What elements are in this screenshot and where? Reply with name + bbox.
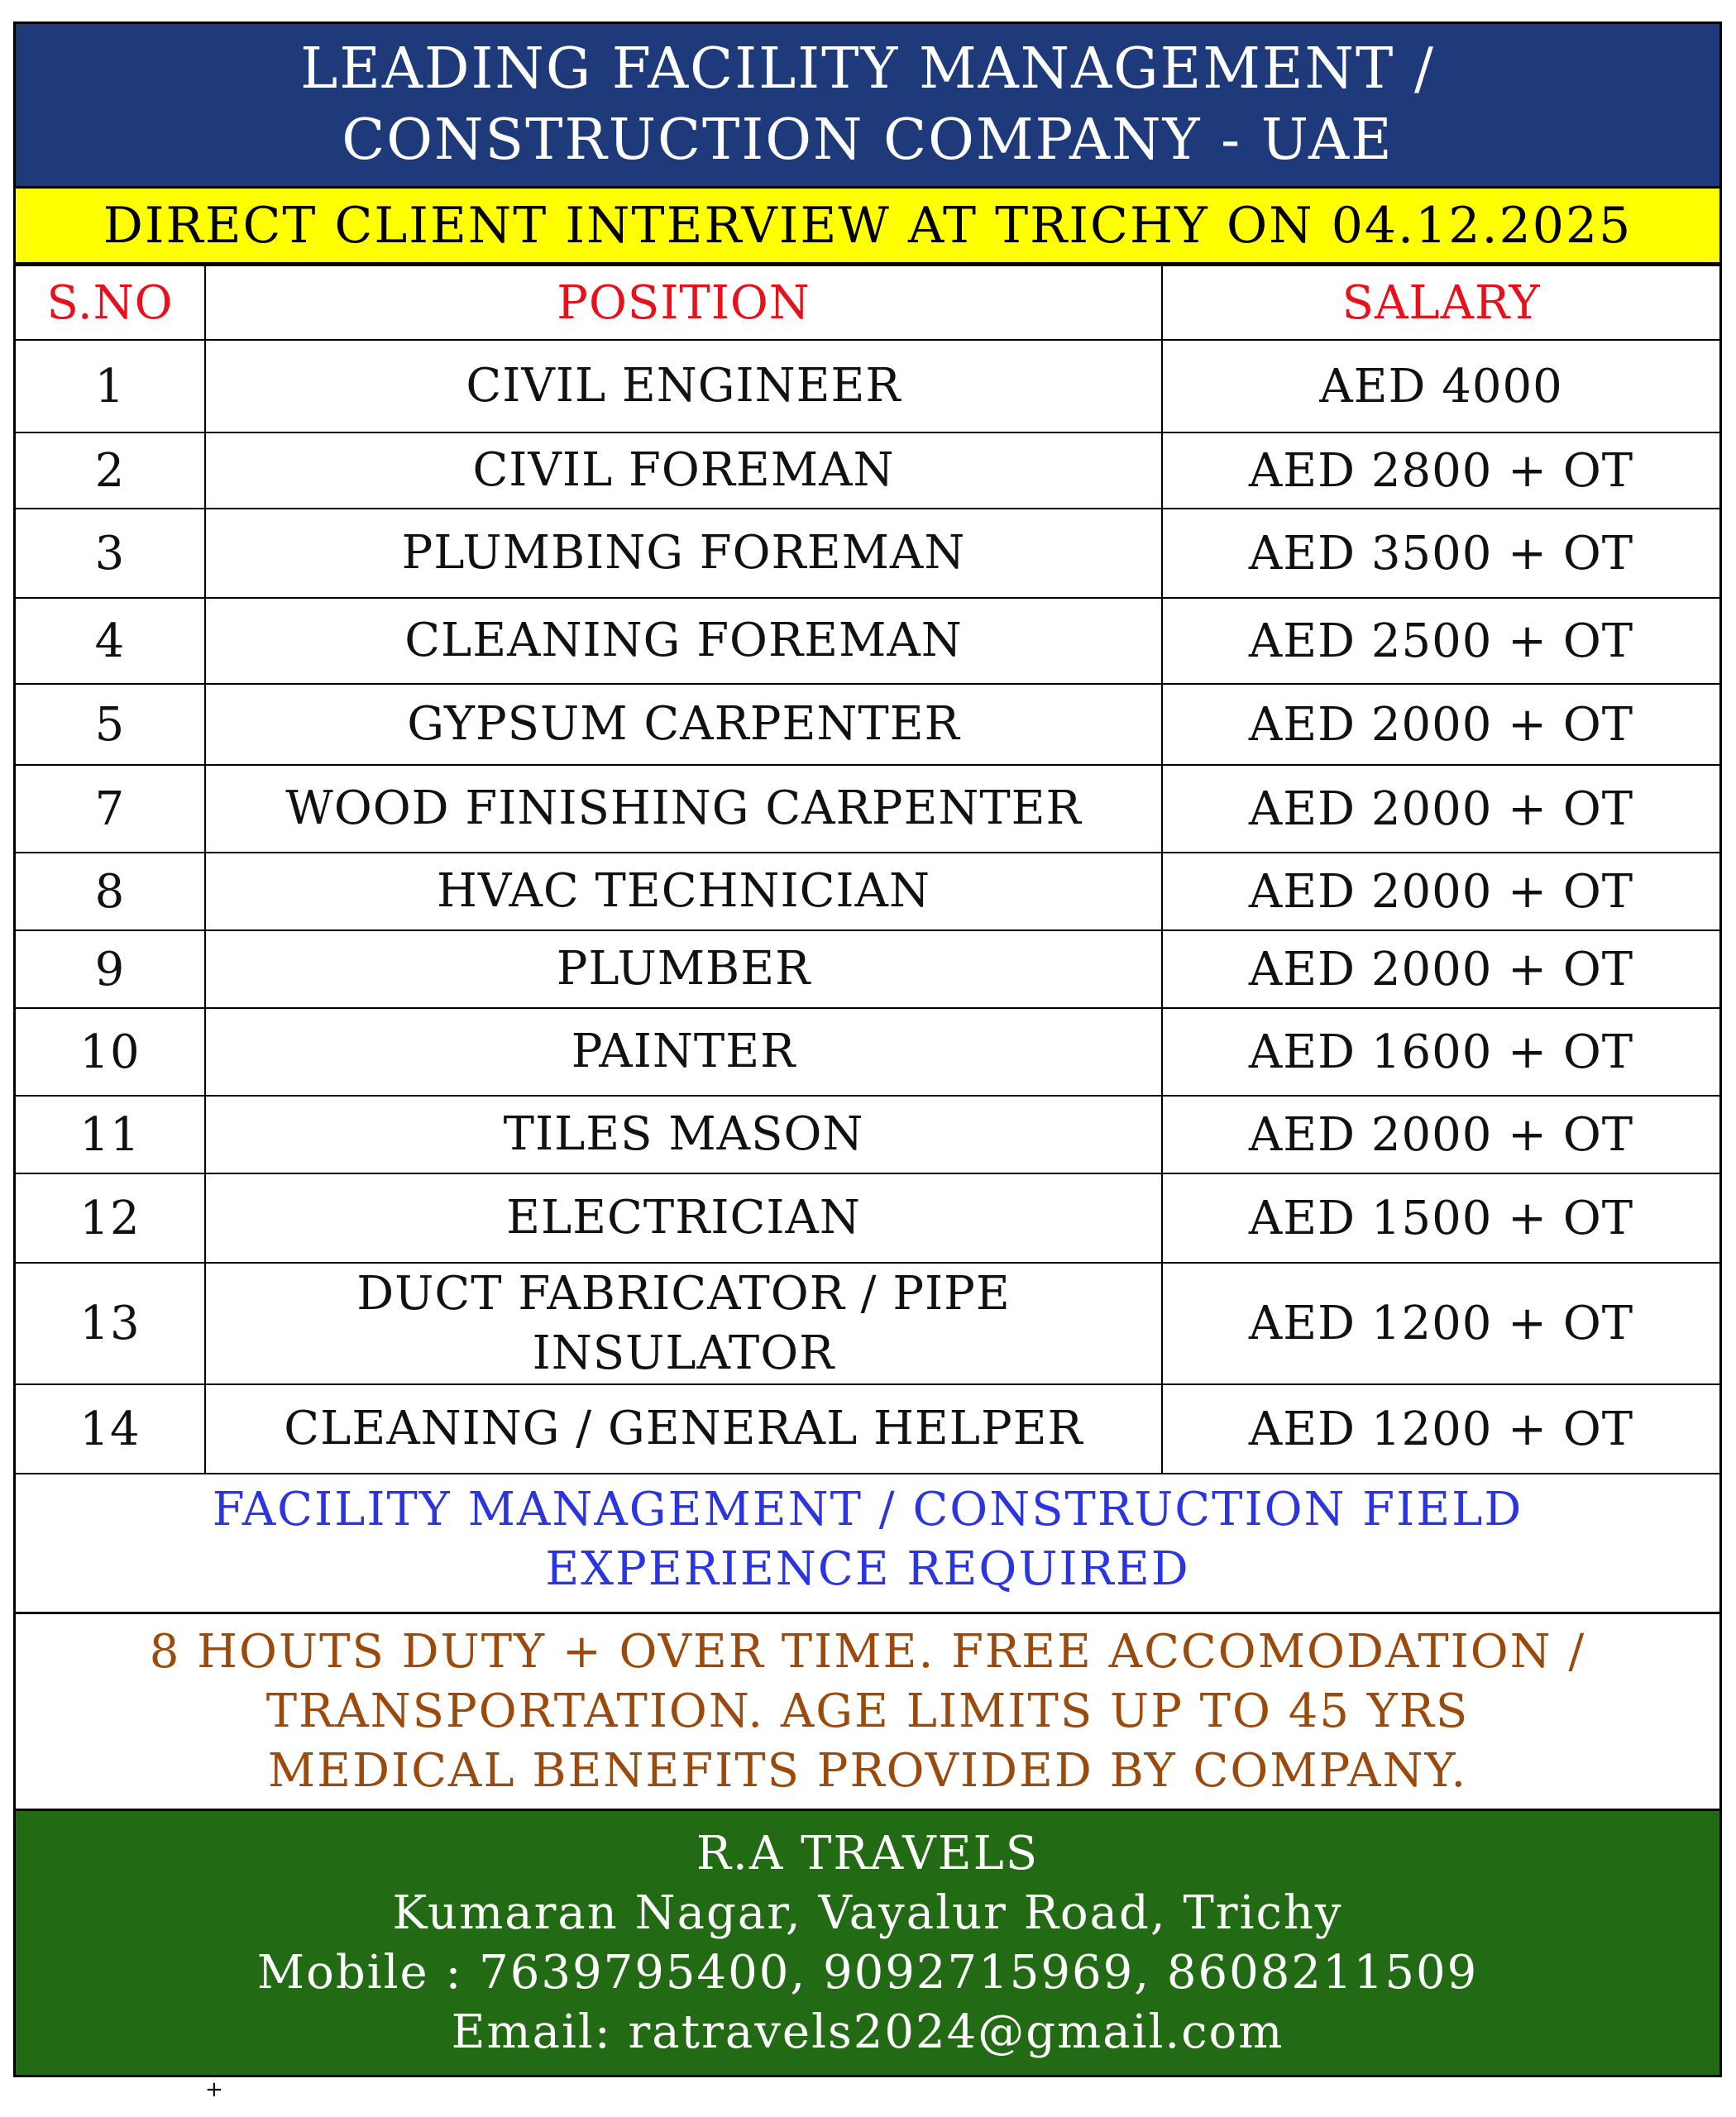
row-position-line: ELECTRICIAN [506, 1191, 861, 1245]
row-position-line: WOOD FINISHING CARPENTER [285, 781, 1082, 835]
agency-mobile: Mobile : 7639795400, 9092715969, 8608211509 [256, 1945, 1479, 2000]
row-salary: AED 2000 + OT [1162, 930, 1719, 1008]
row-sno: 14 [16, 1384, 205, 1474]
row-position-line: PLUMBING FOREMAN [401, 526, 966, 580]
experience-requirement [16, 1468, 1719, 1614]
agency-address: Kumaran Nagar, Vayalur Road, Trichy [392, 1885, 1343, 1940]
row-position-line: CIVIL FOREMAN [472, 443, 895, 497]
row-sno: 3 [16, 509, 205, 598]
row-position-line: PAINTER [571, 1025, 796, 1078]
table-row [16, 684, 1719, 765]
row-salary: AED 1600 + OT [1162, 1008, 1719, 1096]
row-position-line: CLEANING FOREMAN [404, 614, 963, 667]
benefits-line-3: MEDICAL BENEFITS PROVIDED BY COMPANY. [267, 1743, 1468, 1798]
benefits-line-1: 8 HOUTS DUTY + OVER TIME. FREE ACCOMODATION / [149, 1624, 1586, 1679]
row-position-line: INSULATOR [532, 1326, 835, 1380]
row-position-line: TILES MASON [503, 1107, 864, 1161]
table-row [16, 598, 1719, 684]
row-sno: 9 [16, 930, 205, 1008]
row-position [205, 853, 1162, 930]
row-position [205, 1096, 1162, 1173]
row-position-line: PLUMBER [556, 942, 811, 996]
salary-header: SALARY [1162, 265, 1719, 340]
table-row [16, 765, 1719, 853]
table-row [16, 509, 1719, 598]
row-position [205, 1008, 1162, 1096]
row-position-line: CIVIL ENGINEER [466, 359, 901, 413]
row-position [205, 1384, 1162, 1474]
table-row [16, 930, 1719, 1008]
row-salary: AED 2000 + OT [1162, 1096, 1719, 1173]
row-position [205, 509, 1162, 598]
row-salary: AED 1500 + OT [1162, 1173, 1719, 1263]
company-header [16, 24, 1719, 189]
agency-email: Email: ratravels2024@gmail.com [451, 2005, 1284, 2059]
interview-text: DIRECT CLIENT INTERVIEW AT TRICHY ON 04.12.2025 [103, 196, 1633, 255]
row-salary: AED 4000 [1162, 340, 1719, 432]
row-position [205, 684, 1162, 765]
row-position [205, 340, 1162, 432]
header-line-2: CONSTRUCTION COMPANY - UAE [342, 108, 1394, 173]
row-salary: AED 2000 + OT [1162, 765, 1719, 853]
contact-footer [16, 1811, 1719, 2075]
row-sno: 5 [16, 684, 205, 765]
row-sno: 1 [16, 340, 205, 432]
job-poster [13, 22, 1722, 2077]
row-position [205, 598, 1162, 684]
row-position [205, 432, 1162, 509]
table-row [16, 853, 1719, 930]
benefits-line-2: TRANSPORTATION. AGE LIMITS UP TO 45 YRS [265, 1684, 1470, 1738]
row-position [205, 930, 1162, 1008]
sno-header: S.NO [16, 265, 205, 340]
position-header: POSITION [205, 265, 1162, 340]
row-salary: AED 2000 + OT [1162, 684, 1719, 765]
row-position [205, 765, 1162, 853]
row-sno: 2 [16, 432, 205, 509]
header-line-1: LEADING FACILITY MANAGEMENT / [300, 36, 1435, 102]
table-row [16, 340, 1719, 432]
row-salary: AED 2500 + OT [1162, 598, 1719, 684]
table-row [16, 1173, 1719, 1263]
row-sno: 13 [16, 1263, 205, 1384]
interview-banner [16, 189, 1719, 265]
table-row [16, 1263, 1719, 1384]
row-salary: AED 2000 + OT [1162, 853, 1719, 930]
positions-table-body [16, 340, 1719, 1474]
row-salary: AED 3500 + OT [1162, 509, 1719, 598]
benefits-note [16, 1614, 1719, 1811]
table-header-row [16, 265, 1719, 340]
agency-name: R.A TRAVELS [696, 1826, 1040, 1880]
table-row [16, 1008, 1719, 1096]
row-sno: 4 [16, 598, 205, 684]
row-salary: AED 1200 + OT [1162, 1263, 1719, 1384]
row-sno: 8 [16, 853, 205, 930]
row-position-line: DUCT FABRICATOR / PIPE [356, 1266, 1011, 1321]
row-sno: 12 [16, 1173, 205, 1263]
row-sno: 7 [16, 765, 205, 853]
row-salary: AED 1200 + OT [1162, 1384, 1719, 1474]
positions-table [16, 265, 1719, 1474]
row-position [205, 1173, 1162, 1263]
row-position-line: CLEANING / GENERAL HELPER [284, 1402, 1083, 1455]
row-salary: AED 2800 + OT [1162, 432, 1719, 509]
row-sno: 11 [16, 1096, 205, 1173]
plus-mark: + [205, 2077, 223, 2102]
row-position-line: HVAC TECHNICIAN [436, 864, 930, 918]
row-sno: 10 [16, 1008, 205, 1096]
table-row [16, 432, 1719, 509]
row-position-line: GYPSUM CARPENTER [407, 697, 960, 751]
table-row [16, 1384, 1719, 1474]
experience-line-1: FACILITY MANAGEMENT / CONSTRUCTION FIELD [212, 1483, 1523, 1536]
table-row [16, 1096, 1719, 1173]
row-position [205, 1263, 1162, 1384]
experience-line-2: EXPERIENCE REQUIRED [545, 1542, 1190, 1596]
